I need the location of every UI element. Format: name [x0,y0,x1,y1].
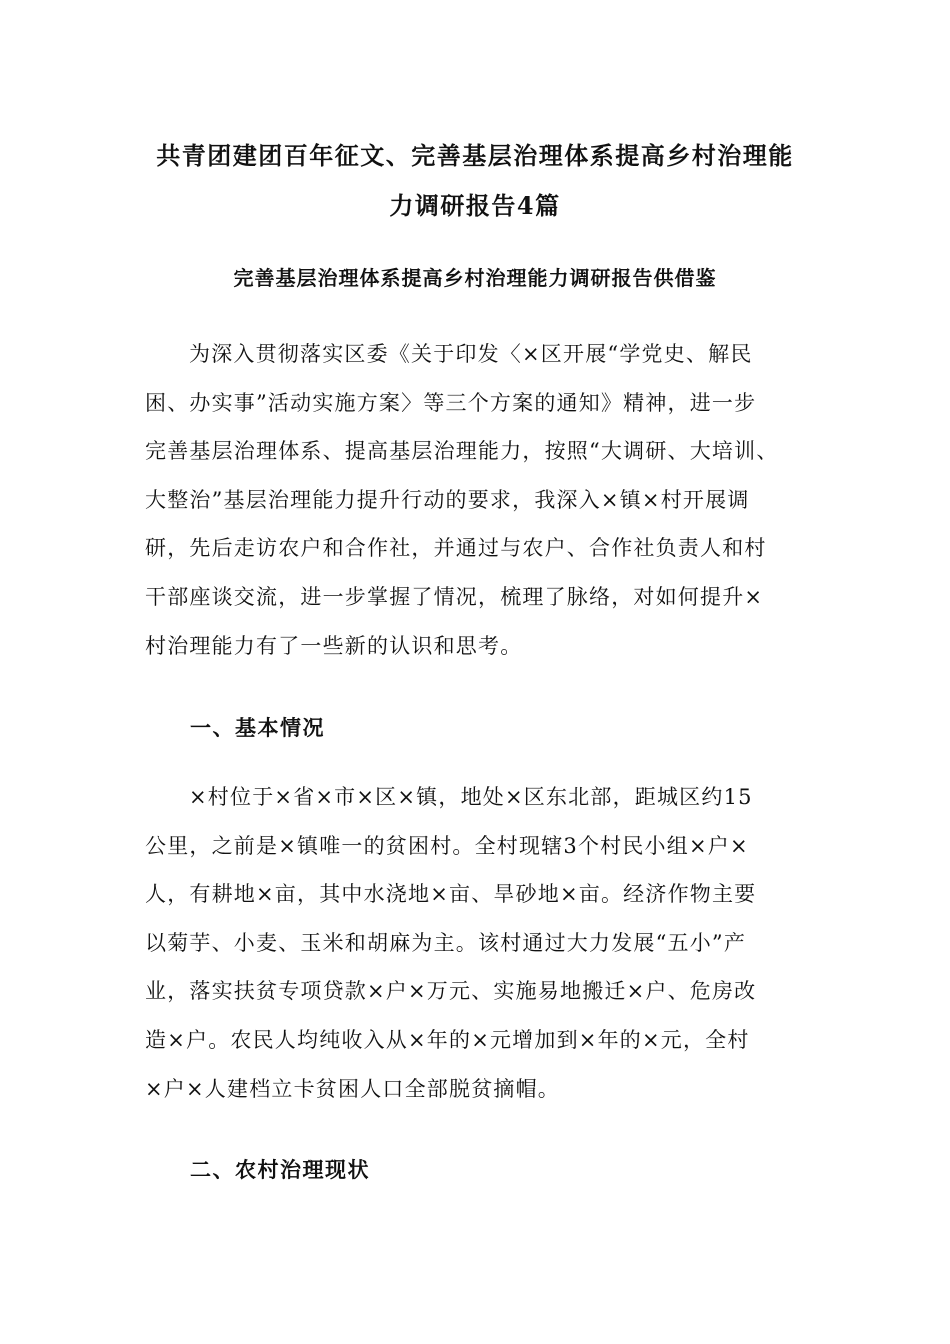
basic-info-line: ×村位于×省×市×区×镇，地处×区东北部，距城区约15 [189,785,753,809]
basic-info-line: 以菊芋、小麦、玉米和胡麻为主。该村通过大力发展“五小”产 [145,930,747,955]
basic-info-line: 造×户。农民人均纯收入从×年的×元增加到×年的×元，全村 [145,1027,750,1052]
basic-info-paragraph [145,773,825,1113]
basic-info-line: 人，有耕地×亩，其中水浇地×亩、旱砂地×亩。经济作物主要 [145,882,757,907]
basic-info-line: 业，落实扶贫专项贷款×户×万元、实施易地搬迁×户、危房改 [145,979,757,1004]
intro-line: 困、办实事”活动实施方案〉等三个方案的通知》精神，进一步 [145,390,757,415]
document-title-line-1: 共青团建团百年征文、完善基层治理体系提高乡村治理能 [156,141,794,170]
intro-line: 完善基层治理体系、提高基层治理能力，按照“大调研、大培训、 [145,439,779,464]
intro-line: 村治理能力有了一些新的认识和思考。 [145,633,523,658]
intro-paragraph [145,330,825,670]
intro-line: 大整治”基层治理能力提升行动的要求，我深入×镇×村开展调 [145,487,750,512]
section-heading-basic-info: 一、基本情况 [190,715,325,740]
intro-line: 为深入贯彻落实区委《关于印发〈×区开展“学党史、解民 [189,342,753,366]
intro-line: 研，先后走访农户和合作社，并通过与农户、合作社负责人和村 [145,536,767,561]
basic-info-line: ×户×人建档立卡贫困人口全部脱贫摘帽。 [145,1076,560,1101]
basic-info-line: 公里，之前是×镇唯一的贫困村。全村现辖3个村民小组×户× [145,833,749,858]
document-title-line-2: 力调研报告4篇 [389,191,561,220]
document-subtitle: 完善基层治理体系提高乡村治理能力调研报告供借鉴 [233,266,717,290]
section-heading-governance-status: 二、农村治理现状 [190,1157,370,1182]
intro-line: 干部座谈交流，进一步掌握了情况，梳理了脉络，对如何提升× [145,584,764,609]
